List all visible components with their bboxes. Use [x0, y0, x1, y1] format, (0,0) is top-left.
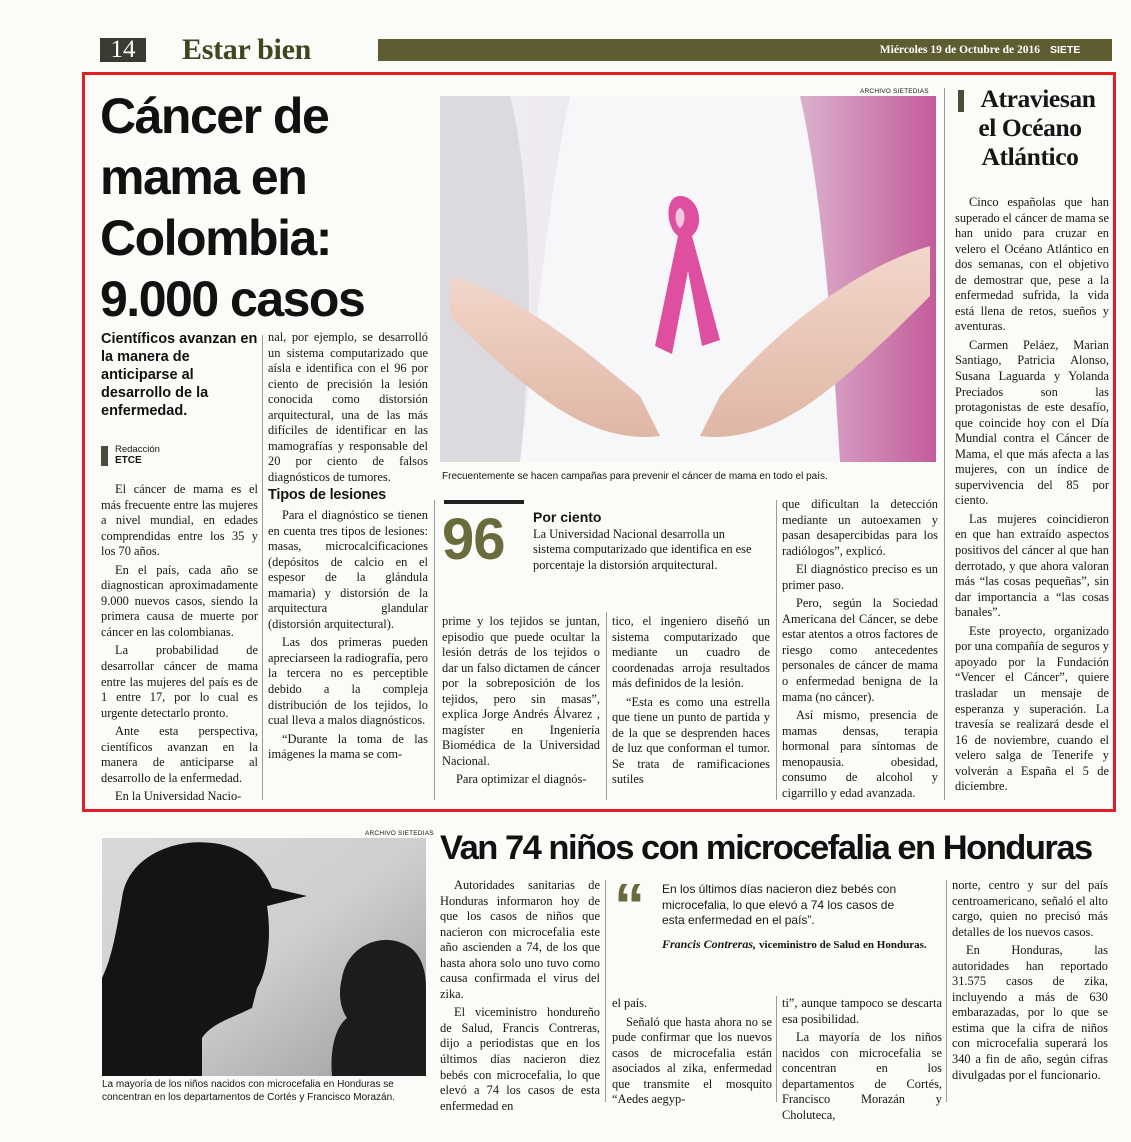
paragraph: nal, por ejemplo, se desarrolló un sistema computarizado que aísla e identifica con el 96 por ciento de precisión la lesión conocida como distorsión arquitectural, una de las más difíciles de identificar en las mamografías y responsable del 20 por ciento de falsos diagnósticos de tumores. [268, 330, 428, 484]
article-column-1 [101, 482, 258, 804]
article-column-2 [268, 330, 428, 802]
quote-text: En los últimos días nacieron diez bebés con microcefalia, lo que elevó a 74 los casos de esta enfermedad en el país”. [662, 882, 897, 927]
byline-marker [101, 446, 108, 466]
sidebar-column [955, 195, 1109, 801]
article-column-5 [782, 497, 938, 802]
silhouette-photo-icon [102, 838, 426, 1076]
stat-title: Por ciento [533, 509, 602, 525]
paragraph: prime y los tejidos se juntan, episodio que puede ocultar la lesión detrás de los tejidos o dar un falso dictamen de cáncer por la sobreposición de los tejidos, pero sin masas”, explica Jorge Andrés Álvarez , magíster en Ingeniería Biomédica de la Universidad Nacional. [442, 614, 600, 768]
paragraph: La probabilidad de desarrollar cáncer de mama entre las mujeres del país es de 1 entre 17, por lo cual es urgente detectarlo pronto. [101, 643, 258, 720]
second-article-photo [102, 838, 426, 1076]
column-divider [605, 880, 606, 1102]
paragraph: tico, el ingeniero diseñó un sistema computarizado que mediante un cuadro de coordenadas arroja resultados más definidos de la lesión. [612, 614, 770, 691]
column-divider [262, 335, 263, 800]
paragraph: Cinco españolas que han superado el cáncer de mama se han unido para cruzar en velero el Océano Atlántico en dos semanas, con el objetivo de demostrar que, pese a la enfermedad sufrida, la vida está llena de retos, sueños y aventuras. [955, 195, 1109, 334]
paragraph: El diagnóstico preciso es un primer paso. [782, 562, 938, 592]
second-column-4 [952, 878, 1108, 1103]
paragraph: ti”, aunque tampoco se descarta esa posibilidad. [782, 996, 942, 1026]
paragraph: La mayoría de los niños nacidos con microcefalia se concentran en los departamentos de Cortés, Francisco Morazán y Choluteca, [782, 1030, 942, 1122]
paragraph: el país. [612, 996, 648, 1010]
photo-credit-2: ARCHIVO SIETEDIAS [365, 830, 434, 837]
column-divider [606, 612, 607, 800]
column-divider [944, 88, 945, 800]
headline-line: Cáncer de [100, 88, 329, 144]
article-column-3 [442, 614, 600, 802]
paragraph: Pero, según la Sociedad Americana del Cáncer, se debe estar atentos a otros factores de riesgo como antecedentes personales de cáncer de mama o enfermedad benigna de la mama (no cáncer). [782, 596, 938, 704]
byline-label: Redacción [115, 444, 160, 455]
paragraph: Para el diagnóstico se tienen en cuenta tres tipos de lesiones: masas, microcalcificaciones (depósitos de calcio en el espesor de la glándula mamaria) y distorsión de la arquitectura glandular (distorsión arquitectural). [268, 508, 428, 631]
sidebar-headline-line: el Océano [978, 113, 1082, 142]
paragraph: Para optimizar el diagnós- [456, 772, 587, 787]
sidebar-headline-line: Atraviesan [980, 84, 1096, 113]
stat-number: 96 [442, 507, 505, 572]
quote-mark-icon: “ [614, 872, 645, 941]
quote-author: Francis Contreras, [662, 937, 757, 951]
column-divider [776, 996, 777, 1102]
second-column-1 [440, 878, 600, 1113]
second-headline: Van 74 niños con microcefalia en Honduras [440, 829, 1092, 867]
subheading: Tipos de lesiones [268, 487, 387, 504]
paragraph: Así mismo, presencia de mamas densas, terapia hormonal para síntomas de menopausia. obesidad, consumo de alcohol y cigarrillo y edad avanzada. [782, 708, 938, 800]
paragraph: “Durante la toma de las imágenes la mama se com- [268, 731, 428, 762]
photo-caption-2: La mayoría de los niños nacidos con microcefalia en Honduras se concentran en los departamentos de Cortés y Francisco Morazán. [102, 1079, 395, 1103]
paragraph: Este proyecto, organizado por una compañía de seguros y apoyado por la Fundación “Vencer el Cáncer”, quiere trasladar un mensaje de esperanza y superación. La travesía se realizará desde el 16 de noviembre, cuando el velero salga de Tenerife y volverán a España el 5 de diciembre. [955, 623, 1109, 794]
column-divider [946, 880, 947, 1102]
page-number-text: 14 [110, 36, 136, 63]
pink-ribbon-photo-icon [440, 96, 936, 462]
quote-attribution [662, 936, 932, 953]
section-title: Estar bien [182, 33, 311, 66]
paragraph: El viceministro hondureño de Salud, Francis Contreras, dijo a periodistas que en los últimos días nacieron diez bebés con microcefalia, lo que elevó a 74 los casos de esta enfermedad en [440, 1005, 600, 1113]
headline-line: Colombia: [100, 210, 331, 266]
byline [101, 444, 261, 468]
paragraph: El cáncer de mama es el más frecuente entre las mujeres a nivel mundial, en edades comprendidas entre los 35 y los 70 años. [101, 482, 258, 559]
paragraph: Ante esta perspectiva, científicos avanzan en la manera de anticiparse al desarrollo de la enfermedad. [101, 724, 258, 785]
pull-quote [612, 872, 937, 980]
paragraph: Las mujeres coincidieron en que han extraído aspectos positivos del cáncer al que han derrotado, y que ahora valoran más “las cosas pequeñas”, sin dar importancia a “las cosas banales”. [955, 511, 1109, 620]
headline-line: 9.000 casos [100, 271, 365, 327]
article-column-4 [612, 614, 770, 802]
byline-name: ETCE [115, 455, 142, 466]
paragraph: Carmen Peláez, Marian Santiago, Patricia Alonso, Susana Laguarda y Yolanda Preciados son las protagonistas de este desafío, que coincide hoy con el Día Mundial contra el Cáncer de Mama, el que más afecta a las mujeres, con un índice de supervivencia del 85 por ciento. [955, 337, 1109, 508]
paragraph: Las dos primeras pueden apreciarseen la radiografía, pero la tercera no es perceptible debido a la compleja distribución de los tejidos, lo cual lleva a malos diagnósticos. [268, 635, 428, 728]
sidebar-headline [950, 84, 1110, 171]
second-column-2 [612, 996, 772, 1107]
page-header [100, 33, 1112, 78]
column-divider [434, 500, 435, 800]
paragraph: En el país, cada año se diagnostican aproximadamente 9.000 nuevos casos, siendo la primera causa de muerte por cáncer en las colombianas. [101, 562, 258, 639]
stat-text: La Universidad Nacional desarrolla un sistema computarizado que identifica en ese porcentaje la distorsión arquitectural. [533, 527, 752, 572]
paragraph: En Honduras, las autoridades han reportado 31.575 casos de zika, incluyendo a más de 630 embarazadas, por lo que se estima que la cifra de niños con microcefalia superará los 340 a fin de año, según cifras divulgadas por el funcionario. [952, 943, 1108, 1082]
main-headline [100, 86, 440, 330]
paragraph: Autoridades sanitarias de Honduras informaron hoy de que los casos de niños que nacieron con microcefalia este año ascienden a 74, de los que hasta ahora solo uno tuvo como causa confirmada el virus del zika. [440, 878, 600, 1001]
sidebar-headline-line: Atlántico [981, 142, 1079, 171]
paragraph: “Esta es como una estrella que tiene un punto de partida y de la que se desprenden haces de luz que conforman el tumor. Se trata de ramificaciones sutiles [612, 694, 770, 787]
photo-caption: Frecuentemente se hacen campañas para prevenir el cáncer de mama en todo el país. [442, 471, 828, 482]
paragraph: En la Universidad Nacio- [115, 789, 242, 804]
stat-box [442, 500, 772, 592]
header-date: Miércoles 19 de Octubre de 2016 [879, 44, 1040, 56]
paragraph: que dificultan la detección mediante un autoexamen y pasan desapercibidas para los radiólogos”, explicó. [782, 497, 938, 558]
quote-author-role: viceministro de Salud en Honduras. [759, 939, 927, 951]
article-photo [440, 96, 936, 462]
brand-name: SIETE DIAS [1050, 44, 1081, 78]
stat-rule [444, 500, 524, 504]
photo-credit: ARCHIVO SIETEDIAS [860, 88, 929, 95]
column-divider [776, 500, 777, 800]
paragraph: norte, centro y sur del país centroamericano, señaló el alto cargo, quien no precisó más detalles de los nuevos casos. [952, 878, 1108, 939]
headline-line: mama en [100, 149, 307, 205]
article-deck: Científicos avanzan en la manera de anticiparse al desarrollo de la enfermedad. [101, 331, 258, 419]
paragraph: Señaló que hasta ahora no se pude confirmar que los nuevos casos de microcefalia están asociados al zika, enfermedad que transmite el mosquito “Aedes aegyp- [612, 1014, 772, 1107]
second-column-3 [782, 996, 942, 1122]
